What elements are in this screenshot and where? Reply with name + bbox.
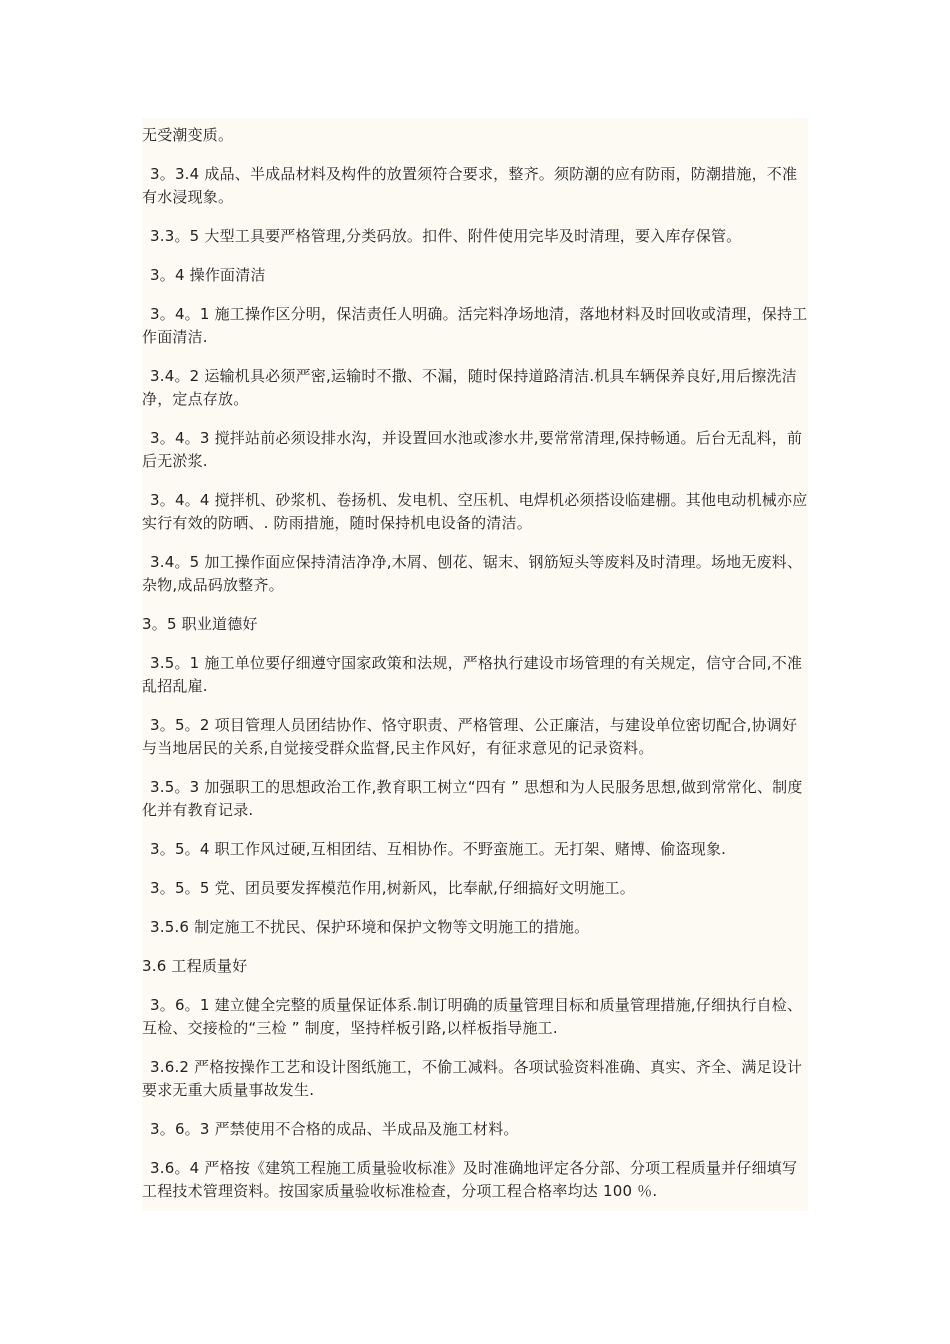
document-text-block [142,118,808,1211]
paragraph-1: 无受潮变质。 [142,126,234,144]
paragraph-13: 3.5。3 加强职工的思想政治工作,教育职工树立“四有 ” 思想和为人民服务思想,做到常常化、制度化并有教育记录. [142,778,803,819]
paragraph-21: 3.6。4 严格按《建筑工程施工质量验收标准》及时准确地评定各分部、分项工程质量并仔细填写工程技术管理资料。按国家质量验收标准检查，分项工程合格率均达 100 ％. [142,1159,798,1200]
paragraph-16: 3.5.6 制定施工不扰民、保护环境和保护文物等文明施工的措施。 [150,918,590,936]
paragraph-11: 3.5。1 施工单位要仔细遵守国家政策和法规，严格执行建设市场管理的有关规定，信守合同,不准乱招乱雇. [142,654,803,695]
paragraph-18: 3。6。1 建立健全完整的质量保证体系.制订明确的质量管理目标和质量管理措施,仔细执行自检、互检、交接检的“三检 ” 制度，坚持样板引路,以样板指导施工. [142,996,803,1037]
paragraph-6: 3.4。2 运输机具必须严密,运输时不撒、不漏，随时保持道路清洁.机具车辆保养良好,用后擦洗洁净，定点存放。 [142,367,797,408]
paragraph-15: 3。5。5 党、团员要发挥模范作用,树新风，比奉献,仔细搞好文明施工。 [150,879,635,897]
paragraph-19: 3.6.2 严格按操作工艺和设计图纸施工，不偷工减料。各项试验资料准确、真实、齐全、满足设计要求无重大质量事故发生. [142,1058,803,1099]
paragraph-20: 3。6。3 严禁使用不合格的成品、半成品及施工材料。 [150,1120,519,1138]
paragraph-2: 3。3.4 成品、半成品材料及构件的放置须符合要求，整齐。须防潮的应有防雨，防潮措施，不准有水浸现象。 [142,165,798,206]
section-heading-3-5: 3。5 职业道德好 [142,615,258,633]
paragraph-5: 3。4。1 施工操作区分明，保洁责任人明确。活完料净场地清，落地材料及时回收或清理，保持工作面清洁. [142,305,808,346]
paragraph-3: 3.3。5 大型工具要严格管理,分类码放。扣件、附件使用完毕及时清理，要入库存保管。 [150,227,742,245]
section-heading-3-4: 3。4 操作面清洁 [150,266,266,284]
paragraph-12: 3。5。2 项目管理人员团结协作、恪守职责、严格管理、公正廉洁，与建设单位密切配合,协调好与当地居民的关系,自觉接受群众监督,民主作风好，有征求意见的记录资料。 [142,716,798,757]
paragraph-14: 3。5。4 职工作风过硬,互相团结、互相协作。不野蛮施工。无打架、赌博、偷盗现象. [150,840,727,858]
paragraph-7: 3。4。3 搅拌站前必须设排水沟，并设置回水池或渗水井,要常常清理,保持畅通。后台无乱料，前后无淤浆. [142,429,803,470]
paragraph-9: 3.4。5 加工操作面应保持清洁净净,木屑、刨花、锯末、钢筋短头等废料及时清理。场地无废料、杂物,成品码放整齐。 [142,553,803,594]
paragraph-8: 3。4。4 搅拌机、砂浆机、卷扬机、发电机、空压机、电焊机必须搭设临建棚。其他电动机械亦应实行有效的防晒、. 防雨措施，随时保持机电设备的清洁。 [142,491,808,532]
section-heading-3-6: 3.6 工程质量好 [142,957,248,975]
